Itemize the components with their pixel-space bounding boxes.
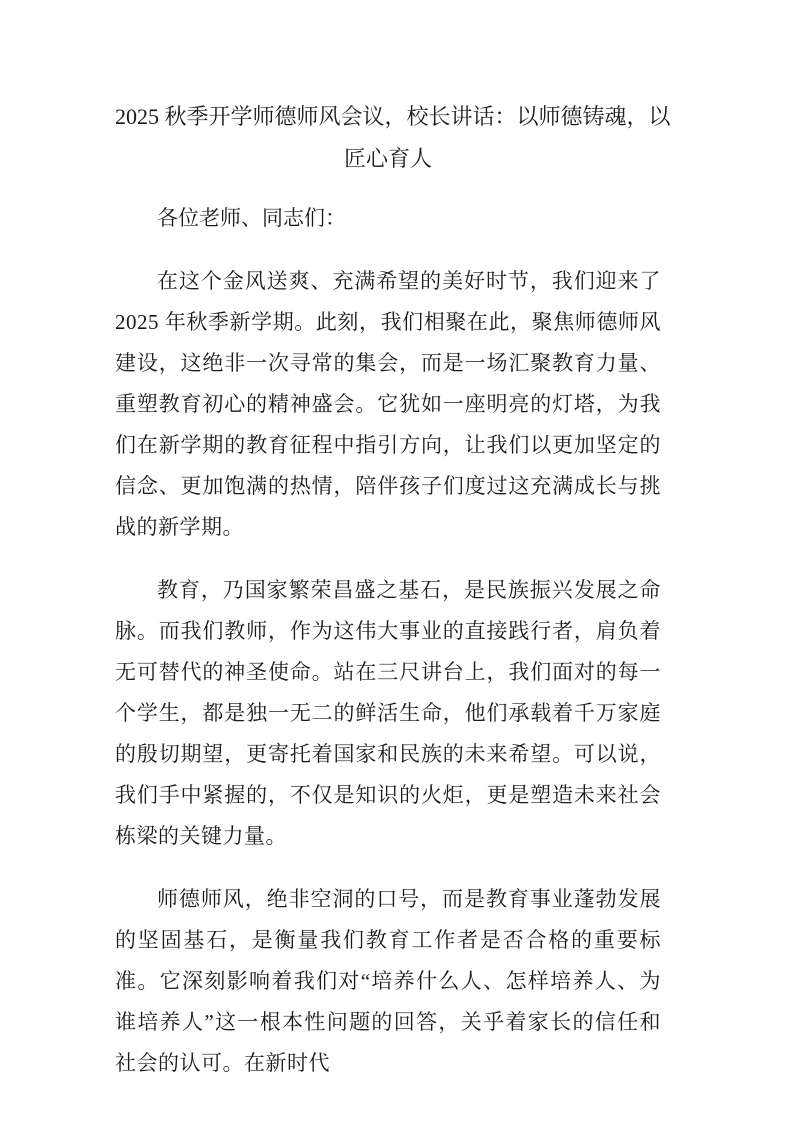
document-title-line-1: 2025 秋季开学师德师风会议，校长讲话：以师德铸魂，以 bbox=[115, 104, 671, 129]
document-title bbox=[115, 96, 671, 180]
document-title-line-2: 匠心育人 bbox=[343, 146, 432, 171]
paragraph-3: 师德师风，绝非空洞的口号，而是教育事业蓬勃发展的坚固基石，是衡量我们教育工作者是否合格的重要标准。它深刻影响着我们对“培养什么人、怎样培养人、为谁培养人”这一根本性问题的回答，关乎着家长的信任和社会的认可。在新时代 bbox=[115, 887, 661, 1075]
greeting-line: 各位老师、同志们： bbox=[157, 206, 346, 230]
paragraph-2: 教育，乃国家繁荣昌盛之基石，是民族振兴发展之命脉。而我们教师，作为这伟大事业的直接践行者，肩负着无可替代的神圣使命。站在三尺讲台上，我们面对的每一个学生，都是独一无二的鲜活生命，他们承载着千万家庭的殷切期望，更寄托着国家和民族的未来希望。可以说，我们手中紧握的，不仅是知识的火炬，更是塑造未来社会栋梁的关键力量。 bbox=[115, 578, 661, 848]
paragraph-1: 在这个金风送爽、充满希望的美好时节，我们迎来了 2025 年秋季新学期。此刻，我们相聚在此，聚焦师德师风建设，这绝非一次寻常的集会，而是一场汇聚教育力量、重塑教育初心的精神盛会。它犹如一座明亮的灯塔，为我们在新学期的教育征程中指引方向，让我们以更加坚定的信念、更加饱满的热情，陪伴孩子们度过这充满成长与挑战的新学期。 bbox=[115, 269, 661, 539]
